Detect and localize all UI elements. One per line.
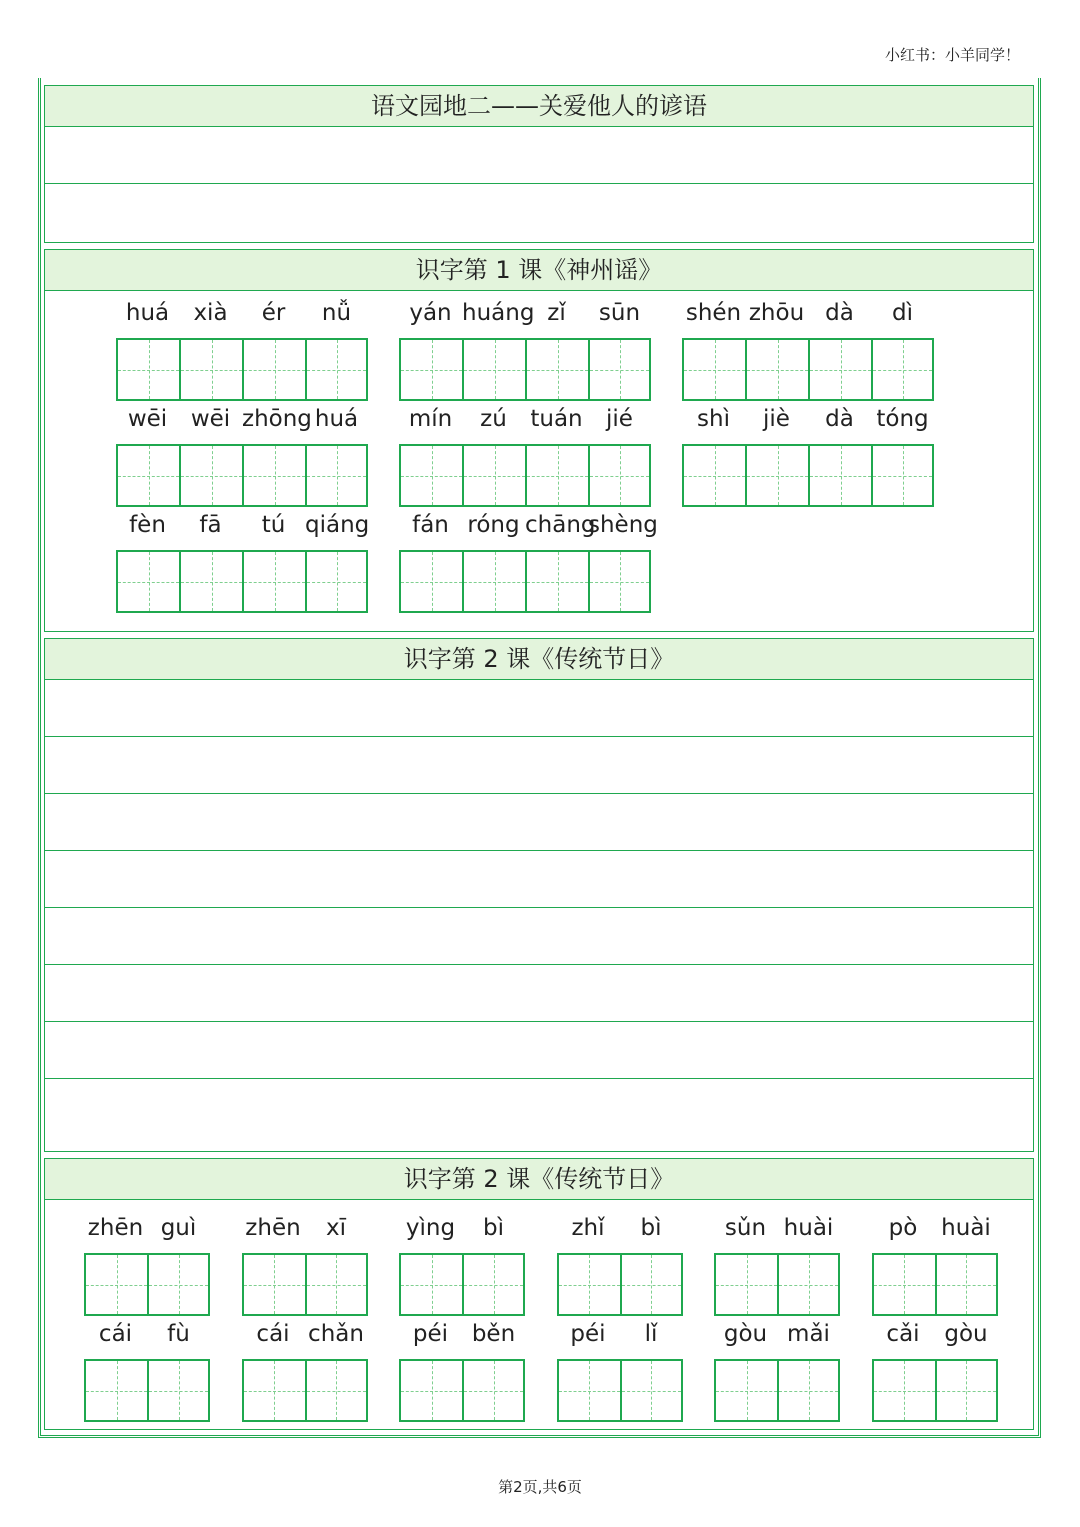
- tianzige-cell[interactable]: [557, 1359, 620, 1422]
- tianzige-cell[interactable]: [682, 444, 745, 507]
- pinyin-syllable: huài: [941, 1215, 991, 1241]
- pinyin-syllable: mǎi: [787, 1321, 830, 1347]
- pinyin-syllable: zú: [480, 406, 507, 432]
- pinyin-syllable: huá: [314, 406, 359, 432]
- pinyin-syllable: fèn: [129, 512, 166, 538]
- writing-line[interactable]: [45, 184, 1033, 241]
- pinyin-syllable: dà: [825, 406, 854, 432]
- pinyin-syllable: sǔn: [724, 1215, 767, 1241]
- writing-line[interactable]: [45, 737, 1033, 794]
- tianzige-cell[interactable]: [462, 1253, 525, 1316]
- pinyin-syllable: sūn: [598, 300, 641, 326]
- section-title: 识字第 2 课《传统节日》: [45, 1159, 1033, 1200]
- pinyin-syllable: wēi: [190, 406, 231, 432]
- pinyin-syllable: nǚ: [321, 300, 352, 326]
- tianzige-cell[interactable]: [116, 550, 179, 613]
- writing-line[interactable]: [45, 965, 1033, 1022]
- tianzige-cell[interactable]: [462, 1359, 525, 1422]
- pinyin-syllable: zǐ: [547, 300, 566, 326]
- tianzige-cell[interactable]: [525, 444, 588, 507]
- tianzige-cell[interactable]: [871, 338, 934, 401]
- tianzige-cell[interactable]: [242, 444, 305, 507]
- pinyin-syllable: dì: [892, 300, 913, 326]
- writing-line[interactable]: [45, 794, 1033, 851]
- tianzige-cell[interactable]: [147, 1253, 210, 1316]
- tianzige-cell[interactable]: [179, 550, 242, 613]
- tianzige-cell[interactable]: [714, 1253, 777, 1316]
- pinyin-syllable: lǐ: [644, 1321, 658, 1347]
- tianzige-cell[interactable]: [462, 550, 525, 613]
- section-proverbs: [44, 85, 1034, 243]
- tianzige-cell[interactable]: [620, 1359, 683, 1422]
- tianzige-cell[interactable]: [399, 1253, 462, 1316]
- pinyin-syllable: zhēn: [87, 1215, 144, 1241]
- pinyin-syllable: huáng: [462, 300, 535, 326]
- tianzige-cell[interactable]: [935, 1253, 998, 1316]
- pinyin-syllable: chǎn: [308, 1321, 364, 1347]
- tianzige-cell[interactable]: [305, 1359, 368, 1422]
- pinyin-syllable: fā: [199, 512, 222, 538]
- writing-line[interactable]: [45, 1079, 1033, 1136]
- tianzige-cell[interactable]: [462, 444, 525, 507]
- pinyin-syllable: zhēn: [245, 1215, 301, 1241]
- tianzige-cell[interactable]: [179, 338, 242, 401]
- pinyin-syllable: fù: [167, 1321, 190, 1347]
- pinyin-syllable: shèng: [588, 512, 658, 538]
- tianzige-cell[interactable]: [745, 338, 808, 401]
- pinyin-syllable: tuán: [530, 406, 583, 432]
- pinyin-syllable: tú: [261, 512, 286, 538]
- pinyin-syllable: jiè: [763, 406, 790, 432]
- tianzige-cell[interactable]: [777, 1359, 840, 1422]
- page-number: 第2页,共6页: [498, 1478, 582, 1496]
- tianzige-cell[interactable]: [399, 1359, 462, 1422]
- pinyin-syllable: chāng: [525, 512, 596, 538]
- pinyin-syllable: yán: [409, 300, 452, 326]
- pinyin-syllable: shén: [685, 300, 742, 326]
- tianzige-cell[interactable]: [682, 338, 745, 401]
- tianzige-cell[interactable]: [242, 338, 305, 401]
- tianzige-cell[interactable]: [525, 338, 588, 401]
- pinyin-syllable: huài: [783, 1215, 834, 1241]
- section-title: 识字第 1 课《神州谣》: [45, 250, 1033, 291]
- pinyin-syllable: wēi: [127, 406, 168, 432]
- tianzige-cell[interactable]: [305, 550, 368, 613]
- pinyin-syllable: shì: [697, 406, 730, 432]
- tianzige-cell[interactable]: [462, 338, 525, 401]
- pinyin-syllable: dà: [825, 300, 854, 326]
- tianzige-cell[interactable]: [305, 338, 368, 401]
- section-title: 语文园地二——关爱他人的谚语: [45, 86, 1033, 127]
- tianzige-cell[interactable]: [305, 444, 368, 507]
- tianzige-cell[interactable]: [935, 1359, 998, 1422]
- section-lesson2-pinyin: [44, 1158, 1034, 1430]
- pinyin-syllable: zhōu: [748, 300, 805, 326]
- writing-line[interactable]: [45, 908, 1033, 965]
- pinyin-syllable: xī: [325, 1215, 346, 1241]
- tianzige-cell[interactable]: [84, 1359, 147, 1422]
- tianzige-cell[interactable]: [399, 550, 462, 613]
- tianzige-cell[interactable]: [179, 444, 242, 507]
- tianzige-cell[interactable]: [305, 1253, 368, 1316]
- pinyin-syllable: jié: [606, 406, 633, 432]
- pinyin-syllable: cái: [98, 1321, 133, 1347]
- tianzige-cell[interactable]: [525, 550, 588, 613]
- pinyin-syllable: mín: [408, 406, 453, 432]
- writing-line[interactable]: [45, 851, 1033, 908]
- pinyin-syllable: guì: [160, 1215, 197, 1241]
- pinyin-syllable: yìng: [405, 1215, 456, 1241]
- tianzige-cell[interactable]: [242, 1253, 305, 1316]
- pinyin-syllable: tóng: [876, 406, 929, 432]
- tianzige-cell[interactable]: [242, 550, 305, 613]
- pinyin-syllable: zhǐ: [571, 1215, 605, 1241]
- pinyin-syllable: cái: [256, 1321, 290, 1347]
- tianzige-cell[interactable]: [399, 338, 462, 401]
- tianzige-cell[interactable]: [84, 1253, 147, 1316]
- tianzige-cell[interactable]: [588, 550, 651, 613]
- writing-line[interactable]: [45, 127, 1033, 184]
- tianzige-cell[interactable]: [399, 444, 462, 507]
- section-title: 识字第 2 课《传统节日》: [45, 639, 1033, 680]
- watermark: 小红书：小羊同学！: [884, 46, 1020, 64]
- pinyin-syllable: péi: [570, 1321, 606, 1347]
- pinyin-syllable: xià: [193, 300, 228, 326]
- pinyin-syllable: gòu: [944, 1321, 988, 1347]
- tianzige-cell[interactable]: [871, 444, 934, 507]
- pinyin-syllable: pò: [888, 1215, 918, 1241]
- tianzige-cell[interactable]: [116, 338, 179, 401]
- section-lesson2-writing: [44, 638, 1034, 1152]
- pinyin-syllable: péi: [412, 1321, 449, 1347]
- tianzige-cell[interactable]: [872, 1359, 935, 1422]
- tianzige-cell[interactable]: [620, 1253, 683, 1316]
- pinyin-syllable: bì: [483, 1215, 504, 1241]
- tianzige-cell[interactable]: [872, 1253, 935, 1316]
- tianzige-cell[interactable]: [588, 444, 651, 507]
- pinyin-syllable: qiáng: [305, 512, 370, 538]
- pinyin-syllable: róng: [467, 512, 520, 538]
- tianzige-cell[interactable]: [557, 1253, 620, 1316]
- pinyin-syllable: cǎi: [886, 1321, 920, 1347]
- tianzige-cell[interactable]: [588, 338, 651, 401]
- tianzige-cell[interactable]: [714, 1359, 777, 1422]
- pinyin-syllable: ér: [261, 300, 286, 326]
- pinyin-syllable: gòu: [723, 1321, 768, 1347]
- pinyin-syllable: bì: [640, 1215, 662, 1241]
- pinyin-syllable: huá: [125, 300, 170, 326]
- tianzige-cell[interactable]: [116, 444, 179, 507]
- tianzige-cell[interactable]: [808, 338, 871, 401]
- tianzige-cell[interactable]: [808, 444, 871, 507]
- tianzige-cell[interactable]: [745, 444, 808, 507]
- tianzige-cell[interactable]: [242, 1359, 305, 1422]
- tianzige-cell[interactable]: [777, 1253, 840, 1316]
- pinyin-syllable: běn: [471, 1321, 516, 1347]
- pinyin-syllable: zhōng: [242, 406, 312, 432]
- pinyin-syllable: fán: [412, 512, 449, 538]
- tianzige-cell[interactable]: [147, 1359, 210, 1422]
- writing-line[interactable]: [45, 1022, 1033, 1079]
- writing-line[interactable]: [45, 680, 1033, 737]
- section-lesson1-pinyin: [44, 249, 1034, 632]
